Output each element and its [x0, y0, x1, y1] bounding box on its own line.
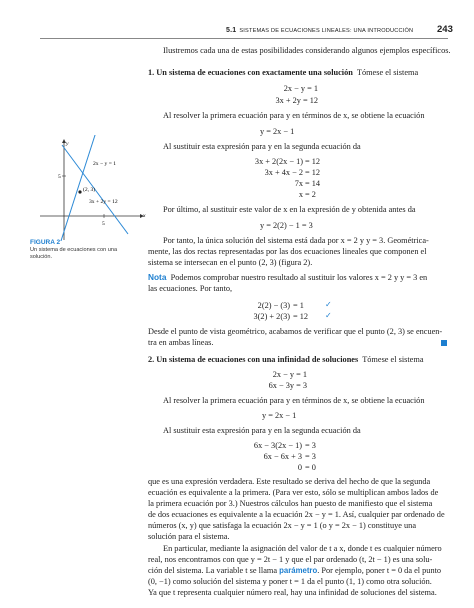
case1-step-left: 3x + 4x − 2 — [264, 168, 303, 177]
case2-y-expr: y = 2x − 1 — [262, 411, 297, 420]
para2-text: ción del sistema. La variable t se llama — [148, 566, 278, 575]
note-after-line: Desde el punto de vista geométrico, acabamos de verificar que el punto (2, 3) se encuen- — [148, 327, 443, 336]
keyword-parametro: parámetro — [279, 566, 318, 575]
case2-para1-line: ecuación es equivalente a la primera. (Para ver esto, sólo se multiplican ambos lados de — [148, 488, 439, 497]
case1-step-left: 3x + 2(2x − 1) — [254, 157, 303, 166]
end-of-example-square-icon — [441, 340, 447, 346]
checkmark-icon: ✓ — [325, 311, 332, 320]
case2-eq2: 6x − 3y = 3 — [268, 381, 307, 390]
case1-step-right: = 14 — [305, 179, 321, 188]
case1-eq1: 2x − y = 1 — [283, 84, 318, 93]
case2-step-left: 6x − 6x + 3 — [263, 452, 302, 461]
line2-label: 3x + 2y = 12 — [89, 199, 118, 205]
case2-heading: 2. Un sistema de ecuaciones con una infinidad de soluciones — [148, 355, 359, 364]
x-axis-label: x — [143, 213, 146, 219]
case2-step-right: = 0 — [305, 463, 316, 472]
figure-caption-label: FIGURA 2 — [30, 239, 61, 246]
case2-para2-line: real, nos encontramos con que y = 2t − 1 y que el par ordenado (t, 2t − 1) es una solu- — [148, 555, 433, 564]
header-rule — [40, 38, 448, 39]
case1-conclusion-line: sistema se intersecan en el punto (2, 3) (figura 2). — [148, 258, 313, 267]
case1-step-right: = 2 — [305, 190, 316, 199]
case2-para2-line: En particular, mediante la asignación del valor de t a x, donde t es cualquier número — [163, 544, 442, 553]
case1-step-right: = 12 — [305, 168, 321, 177]
check-left: 3(2) + 2(3) — [253, 312, 290, 321]
case2-step-left: 0 — [297, 463, 302, 472]
intro-text: Ilustremos cada una de estas posibilidades considerando algunos ejemplos específicos. — [163, 46, 451, 55]
case2-step-right: = 3 — [305, 452, 316, 461]
note-text: Podemos comprobar nuestro resultado al sustituir los valores x = 2 y y = 3 en — [170, 273, 428, 282]
case1-y-value: y = 2(2) − 1 = 3 — [260, 221, 313, 230]
case2-step-right: = 3 — [305, 441, 316, 450]
figure-caption-line: solución. — [30, 254, 53, 260]
case2-step-left: 6x − 3(2x − 1) — [253, 441, 302, 450]
note-after-line: tra en ambas líneas. — [148, 338, 214, 347]
case2-para2-line: (0, −1) como solución del sistema y poner t = 1 da el punto (1, 1) como otra solución. — [148, 577, 432, 586]
check-left: 2(2) − (3) — [257, 301, 290, 310]
note-label: Nota — [148, 272, 167, 282]
case1-eq2: 3x + 2y = 12 — [275, 96, 318, 105]
case1-subst-text: Al sustituir esta expresión para y en la segunda ecuación da — [163, 142, 361, 151]
note-line: las ecuaciones. Por tanto, — [148, 284, 233, 293]
case1-solve-text: Al resolver la primera ecuación para y en términos de x, se obtiene la ecuación — [163, 111, 425, 120]
line1-label: 2x − y = 1 — [93, 161, 117, 167]
case2-para1-line: de dos ecuaciones es equivalente a la ecuación 2x − y = 1. Así, cualquier par ordenado de — [148, 510, 445, 519]
y-tick-label: 5 — [58, 174, 61, 180]
check-right: = 12 — [293, 312, 309, 321]
case1-step-right: = 12 — [305, 157, 321, 166]
case1-heading: 1. Un sistema de ecuaciones con exactamente una solución — [148, 68, 353, 77]
case2-subst-text: Al sustituir esta expresión para y en la segunda ecuación da — [163, 426, 361, 435]
case1-y-expr: y = 2x − 1 — [260, 127, 295, 136]
case1-conclusion-line: Por tanto, la única solución del sistema está dada por x = 2 y y = 3. Geométrica- — [163, 236, 429, 245]
section-title: SISTEMAS DE ECUACIONES LINEALES: UNA INTRODUCCIÓN — [239, 28, 414, 34]
figure-2-graph — [30, 135, 148, 241]
case2-para1-line: números (x, y) que satisfaga la ecuación 2x − y = 1 (o y = 2x − 1) constituye una — [148, 521, 417, 530]
note-line — [148, 272, 427, 283]
case1-final-text: Por último, al sustituir este valor de x en la expresión de y obtenida antes da — [163, 205, 416, 214]
intersection-point — [78, 190, 81, 193]
x-tick-label: 5 — [102, 221, 105, 227]
point-label: (2, 3) — [83, 187, 96, 193]
y-axis-label: y — [66, 141, 69, 147]
case2-para2-line: Ya que t representa cualquier número real, hay una infinidad de soluciones del sistema. — [148, 588, 437, 597]
page-number: 243 — [437, 24, 453, 35]
case2-para1-line: solución para el sistema. — [148, 532, 230, 541]
case2-lead: Tómese el sistema — [362, 355, 424, 364]
case1-conclusion-line: mente, las dos rectas representadas por las dos ecuaciones lineales que componen el — [148, 247, 427, 256]
para2-text: . Por ejemplo, poner t = 0 da el punto — [317, 566, 442, 575]
case2-para2-line — [148, 565, 441, 576]
case2-para1-line: la primera ecuación por 3.) Nuestros cálculos han puesto de manifiesto que el sistema — [148, 499, 433, 508]
case2-heading-line — [148, 354, 424, 365]
case1-step-left: x — [298, 190, 303, 199]
case2-solve-text: Al resolver la primera ecuación para y en términos de x, se obtiene la ecuación — [163, 396, 425, 405]
case1-heading-line — [148, 67, 418, 78]
running-header — [226, 27, 413, 34]
case1-lead: Tómese el sistema — [356, 68, 419, 77]
section-number: 5.1 — [226, 27, 237, 34]
case2-eq1: 2x − y = 1 — [272, 370, 307, 379]
check-right: = 1 — [293, 301, 304, 310]
checkmark-icon: ✓ — [325, 300, 332, 309]
case2-para1-line: que es una expresión verdadera. Este resultado se deriva del hecho de que la segunda — [148, 477, 431, 486]
case1-step-left: 7x — [294, 179, 303, 188]
figure-caption-line: Un sistema de ecuaciones con una — [30, 247, 118, 253]
